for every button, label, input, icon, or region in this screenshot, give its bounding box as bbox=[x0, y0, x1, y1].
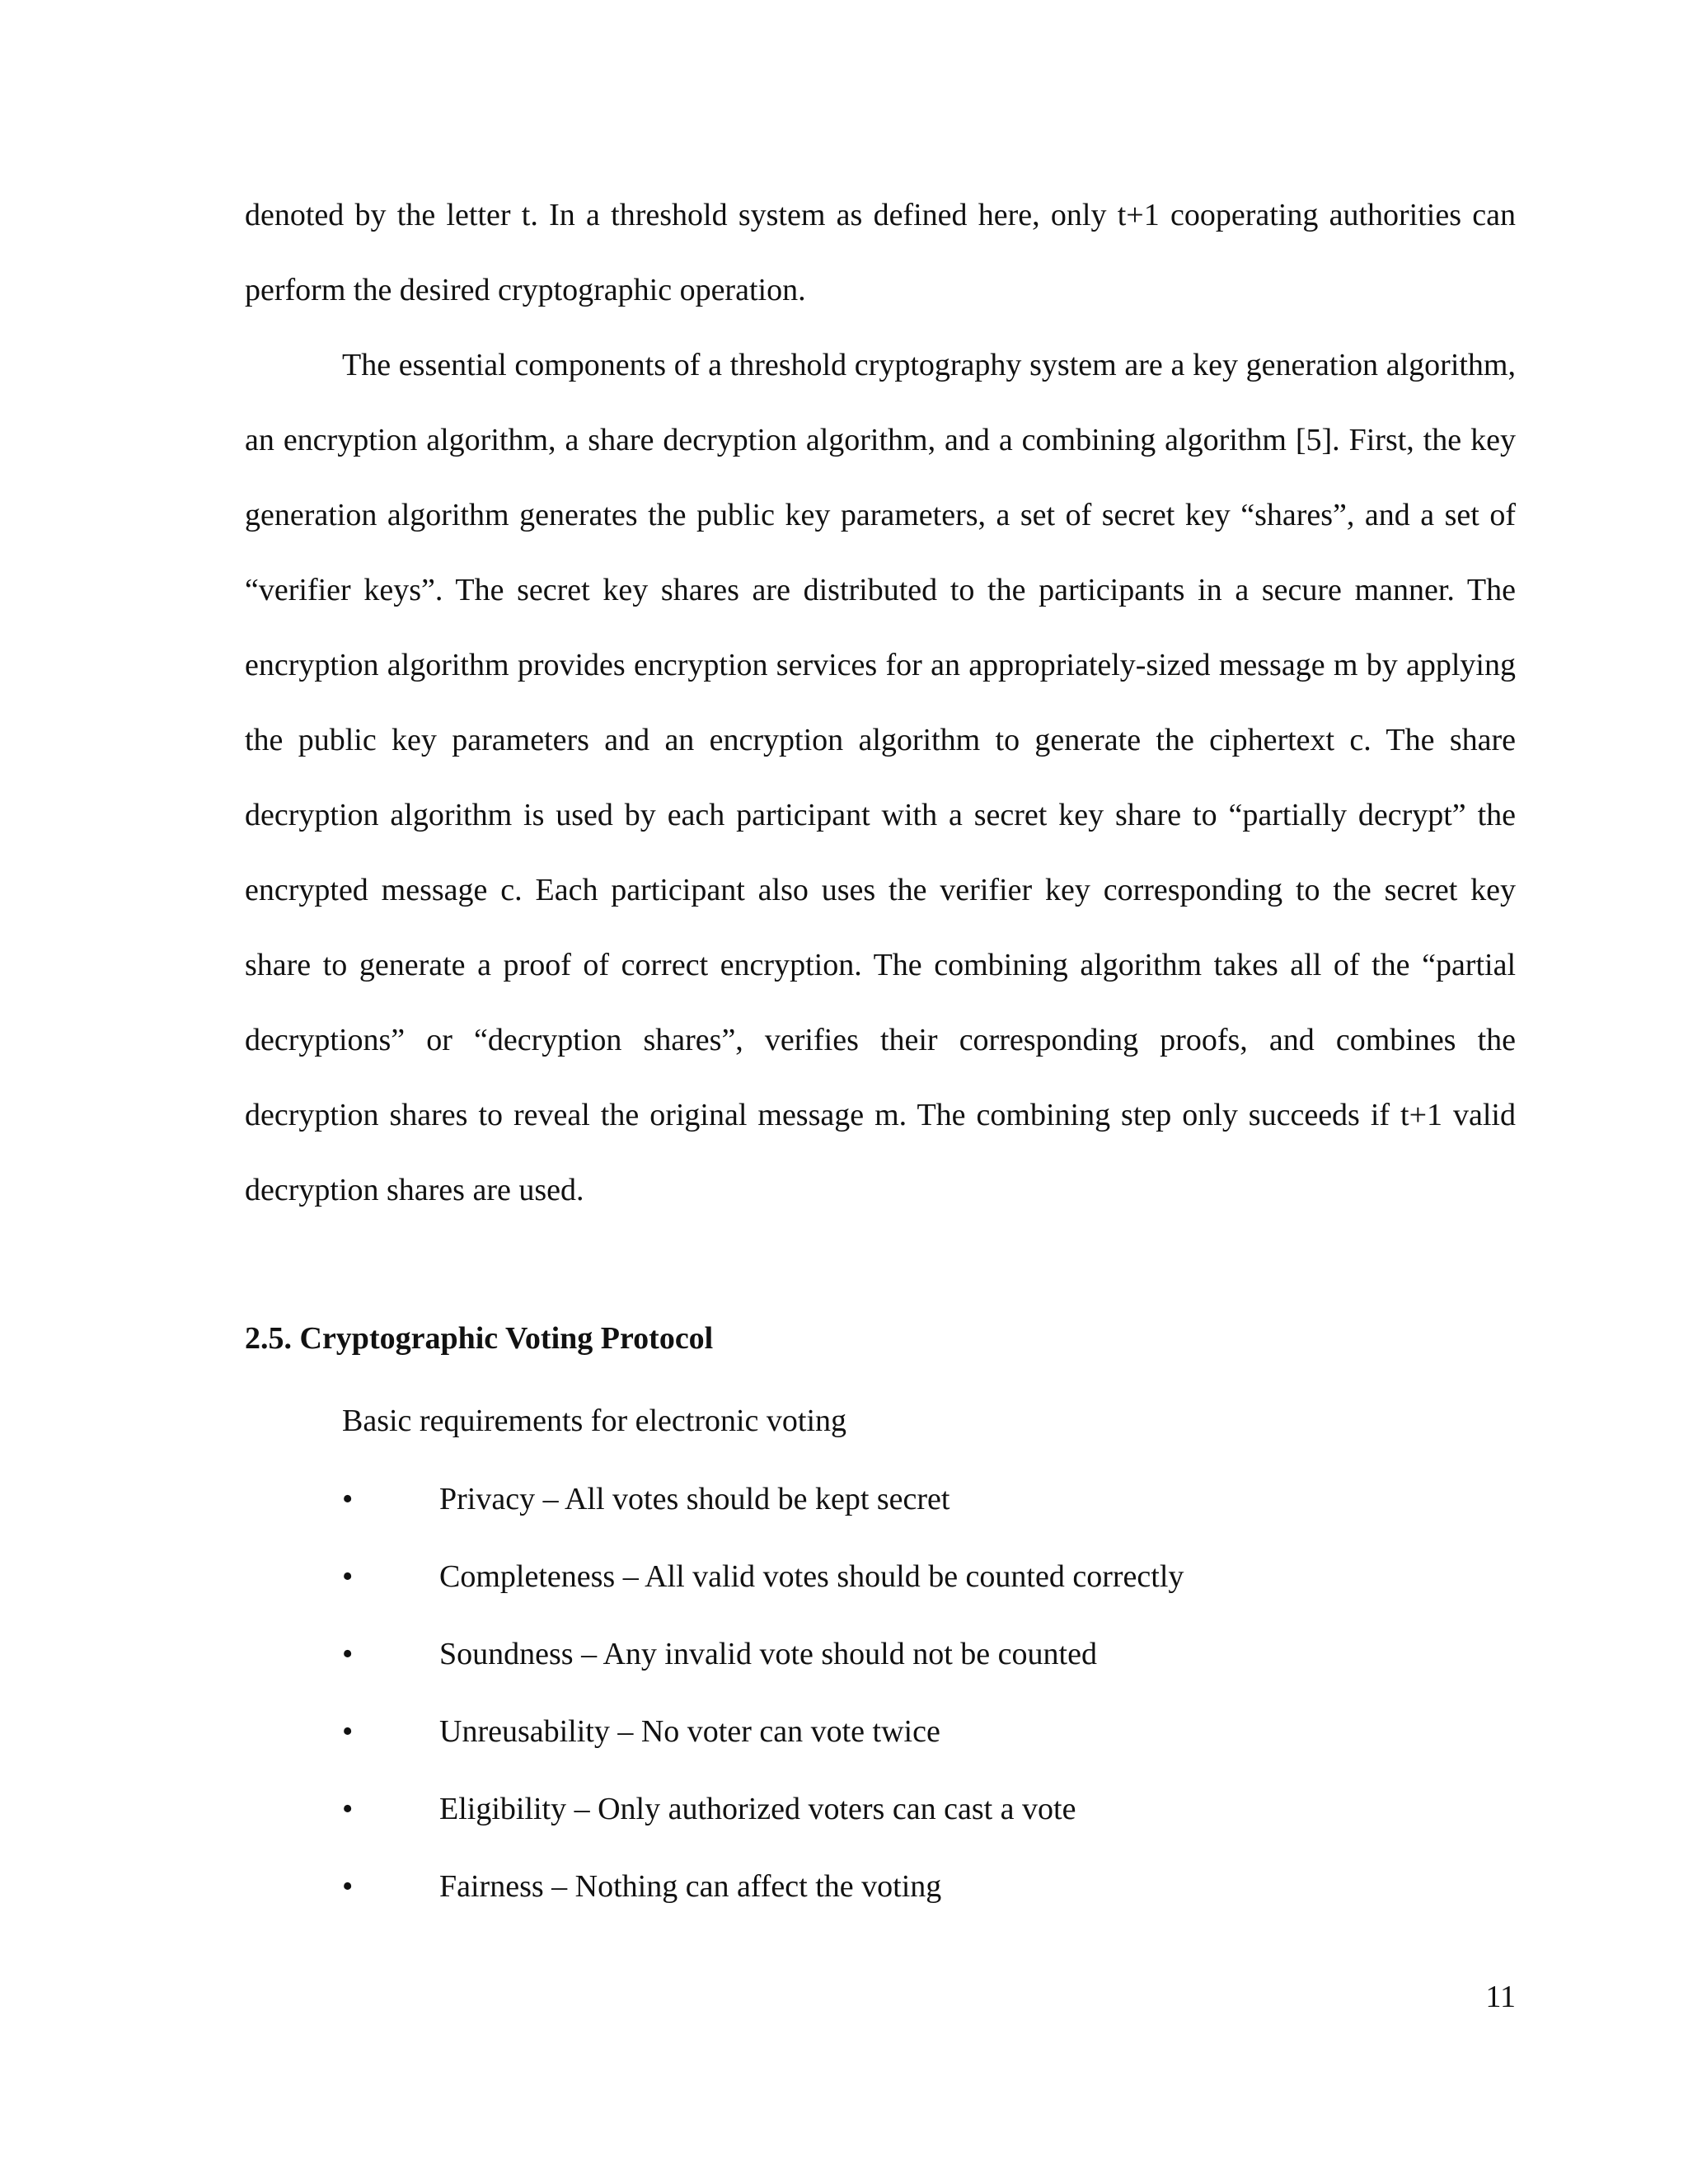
bullet-icon: • bbox=[342, 1869, 354, 1904]
paragraph-text: The essential components of a threshold cryptography system are a key generation algorithm, an encryption algorithm, a share decryption algorithm, and a combining algorithm [5]. First, the key generation algorithm generates the public key parameters, a set of secret key “shares”, and a set of “verifier keys”. The secret key shares are distributed to the participants in a secure manner. The encryption algorithm provides encryption services for an appropriately-sized message m by applying the public key parameters and an encryption algorithm to generate the ciphertext c. The share decryption algorithm is used by each participant with a secret key share to “partially decrypt” the encrypted message c. Each participant also uses the verifier key corresponding to the secret key share to generate a proof of correct encryption. The combining algorithm takes all of the “partial decryptions” or “decryption shares”, verifies their corresponding proofs, and combines the decryption shares to reveal the original message m. The combining step only succeeds if t+1 valid decryption shares are used. bbox=[245, 348, 1516, 1207]
bullet-icon: • bbox=[342, 1792, 354, 1826]
bullet-icon: • bbox=[342, 1637, 354, 1671]
bullet-icon: • bbox=[342, 1714, 354, 1749]
bullet-icon: • bbox=[342, 1482, 354, 1516]
body-paragraph-2 bbox=[245, 328, 1516, 1228]
paragraph-text: denoted by the letter t. In a threshold system as defined here, only t+1 cooperating authorities can perform the desired cryptographic operation. bbox=[245, 198, 1516, 307]
page-number: 11 bbox=[1485, 1980, 1516, 2014]
section-heading: 2.5. Cryptographic Voting Protocol bbox=[245, 1321, 714, 1356]
list-item-text: Unreusability – No voter can vote twice bbox=[439, 1714, 940, 1749]
body-paragraph-1 bbox=[245, 178, 1516, 328]
list-item-text: Privacy – All votes should be kept secret bbox=[439, 1482, 950, 1516]
list-item-text: Completeness – All valid votes should be counted correctly bbox=[439, 1559, 1184, 1594]
bullet-icon: • bbox=[342, 1559, 354, 1594]
list-item-text: Eligibility – Only authorized voters can cast a vote bbox=[439, 1792, 1076, 1826]
list-item-text: Soundness – Any invalid vote should not be counted bbox=[439, 1637, 1097, 1671]
list-item-text: Fairness – Nothing can affect the voting bbox=[439, 1869, 942, 1904]
requirements-intro: Basic requirements for electronic voting bbox=[342, 1404, 847, 1438]
